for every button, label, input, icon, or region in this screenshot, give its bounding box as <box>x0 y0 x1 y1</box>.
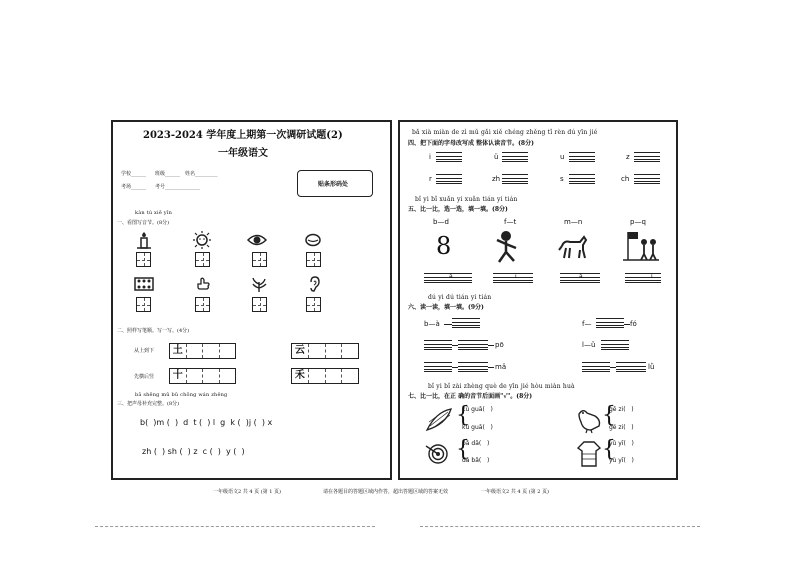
field-exam-room: 考场______ <box>121 184 147 190</box>
abacus-icon <box>134 277 154 291</box>
q4-item-8: ch <box>621 175 630 183</box>
q4-item-4: z <box>626 153 630 161</box>
q4-blank-3[interactable] <box>569 152 595 162</box>
q4-item-2: ü <box>494 153 499 161</box>
q7-pinyin: bǐ yi bǐ zài zhèng què de yīn jié hòu miàn huà <box>428 383 575 390</box>
q6-blank-5[interactable] <box>601 340 629 350</box>
q7-brace-4: { <box>602 437 616 462</box>
q6-blank-7[interactable] <box>458 362 488 372</box>
q5-pair-4: p—q <box>630 218 646 226</box>
q7-option-5[interactable]: bǎ dā( ) <box>462 440 490 447</box>
bottom-divider-left <box>95 526 375 527</box>
q5-pair-1: b—d <box>433 218 449 226</box>
q7-brace-3: { <box>456 437 470 462</box>
q6-item-fo: fó <box>630 320 637 328</box>
q2-row2-grid[interactable] <box>169 368 236 384</box>
q1-write-box-4[interactable] <box>306 252 321 267</box>
thumb-hand-icon <box>195 276 211 292</box>
q6-blank-8[interactable] <box>582 362 610 372</box>
q7-option-1[interactable]: kǔ guā( ) <box>462 406 493 413</box>
q4-blank-8[interactable] <box>634 174 660 184</box>
q7-brace-1: { <box>456 403 470 428</box>
q6-item-lu: l—ǔ <box>582 341 596 349</box>
field-class: 班级______ <box>155 171 181 177</box>
q2-row1-char2: 云 <box>292 344 309 358</box>
q2-row2-char2: 禾 <box>292 369 309 383</box>
answer-area-note: 请在各题目的答题区域内作答，超出答题区域的答案无效 <box>323 489 449 495</box>
q3-pinyin: bǎ shēng mǔ bǔ chōng wán zhěng <box>135 392 228 398</box>
q5-blank-1[interactable] <box>424 273 472 283</box>
exam-title: 2023-2024 学年度上期第一次调研试题(2) <box>143 130 343 141</box>
bottom-divider-right <box>420 526 700 527</box>
ear-icon <box>308 276 320 292</box>
q5-blank-1-vowel: à <box>449 273 453 280</box>
q6-blank-2[interactable] <box>596 318 624 328</box>
q5-pinyin: bǐ yi bǐ xuǎn yi xuǎn tián yi tián <box>415 196 518 203</box>
q6-arrow-4 <box>488 345 494 346</box>
horse-icon <box>558 234 588 260</box>
running-child-icon <box>492 230 520 264</box>
q4-blank-6[interactable] <box>502 174 528 184</box>
q6-item-ba: b—à <box>424 320 440 328</box>
q1-pinyin: kàn tú xiě yīn <box>135 210 173 216</box>
q7-option-3[interactable]: gē zi( ) <box>609 406 634 413</box>
q5-pair-2: f—t <box>504 218 517 226</box>
q2-row2-char: 十 <box>170 369 187 383</box>
q7-option-7[interactable]: yǔ yī( ) <box>609 440 634 447</box>
q7-option-2[interactable]: kū guā( ) <box>462 424 493 431</box>
candle-icon <box>135 231 153 249</box>
q5-blank-3-vowel: ǎ <box>579 273 583 280</box>
pigeon-icon <box>575 406 603 434</box>
plant-icon <box>251 276 267 292</box>
q4-item-3: u <box>560 153 565 161</box>
q5-title: 五、比一比，选一选，填一填。(8分) <box>408 206 508 213</box>
q6-blank-3[interactable] <box>424 340 452 350</box>
field-school: 学校______ <box>121 171 147 177</box>
q6-item-lv: lǜ <box>648 363 655 371</box>
eye-icon <box>247 233 267 247</box>
flag-children-icon <box>622 228 660 262</box>
q2-row1-label: 从上到下 <box>134 348 155 354</box>
q7-option-4[interactable]: gé zi( ) <box>609 424 634 431</box>
q2-row2-grid2[interactable] <box>291 368 359 384</box>
target-icon <box>425 443 451 465</box>
q4-item-1: i <box>429 153 431 161</box>
field-name: 姓名_________ <box>185 171 218 177</box>
q1-write-box-1[interactable] <box>136 252 151 267</box>
q6-item-po: pō <box>495 341 504 349</box>
q5-blank-2[interactable] <box>493 273 533 283</box>
q2-row1-char: 土 <box>170 344 187 358</box>
q4-item-7: s <box>560 175 564 183</box>
bitter-melon-icon <box>424 406 454 434</box>
right-page-footer: 一年级语文2 共 4 页 (第 2 页) <box>481 489 549 495</box>
q5-blank-4-vowel: í <box>651 273 653 280</box>
q2-title: 二、照样写笔顺。写一写。(4分) <box>117 328 190 334</box>
q6-pinyin: dú yi dú tián yi tián <box>428 294 492 301</box>
barcode-label: 贴条形码处 <box>318 181 349 188</box>
q2-row2-label: 先横后竖 <box>134 374 155 380</box>
mouth-icon <box>305 233 321 247</box>
q6-title: 六、读一读，填一填。(9分) <box>408 304 484 311</box>
q7-option-6[interactable]: dǎ bǎ( ) <box>462 457 490 464</box>
q5-blank-4[interactable] <box>625 273 661 283</box>
q4-item-5: r <box>429 175 432 183</box>
q6-arrow-1 <box>444 324 452 325</box>
q4-blank-5[interactable] <box>436 174 462 184</box>
q6-arrow-6 <box>488 367 494 368</box>
q5-blank-2-vowel: ī <box>515 273 517 280</box>
q1-write-box-2[interactable] <box>195 252 210 267</box>
q1-write-box-5[interactable] <box>136 297 151 312</box>
q4-blank-4[interactable] <box>634 152 660 162</box>
q2-row1-grid2[interactable] <box>291 343 359 359</box>
q7-title: 七、比一比，在正 确的音节后面画"√"。(8分) <box>408 393 533 400</box>
q3-line2: zh ( ) sh ( ) z c ( ) y ( ) <box>142 447 245 456</box>
exam-subtitle: 一年级语文 <box>218 148 268 159</box>
field-exam-no: 考号______________ <box>155 184 201 190</box>
sun-icon <box>192 231 212 249</box>
q4-title: 四、把下面的字母改写成 整体认读音节。(8分) <box>408 140 534 147</box>
q4-blank-7[interactable] <box>569 174 595 184</box>
q1-write-box-6[interactable] <box>195 297 210 312</box>
raincoat-icon <box>576 440 602 468</box>
q7-option-8[interactable]: yù yī( ) <box>609 457 634 464</box>
q4-blank-1[interactable] <box>436 152 462 162</box>
q1-write-box-3[interactable] <box>252 252 267 267</box>
q6-blank-1[interactable] <box>452 318 480 328</box>
q6-blank-9[interactable] <box>616 362 646 372</box>
q4-item-6: zh <box>492 175 501 183</box>
q6-blank-4[interactable] <box>458 340 488 350</box>
q4-blank-2[interactable] <box>502 152 528 162</box>
q5-digit: 8 <box>436 232 452 260</box>
q3-line1: b( )m ( ) d t ( ) l g k ( )j ( ) x <box>140 418 273 427</box>
q4-pinyin: bǎ xià miàn de zì mǔ gǎi xiě chéng zhěng tǐ rèn dú yīn jié <box>412 129 598 136</box>
q3-title: 三、把声母补充完整。(8分) <box>117 401 180 407</box>
q2-row1-grid[interactable] <box>169 343 236 359</box>
q1-write-box-7[interactable] <box>252 297 267 312</box>
left-page-footer: 一年级语文2 共 4 页 (第 1 页) <box>213 489 281 495</box>
q6-item-f: f— <box>582 320 592 328</box>
q6-item-ma: mǎ <box>495 363 507 371</box>
q6-blank-6[interactable] <box>424 362 452 372</box>
q7-brace-2: { <box>602 403 616 428</box>
q5-pair-3: m—n <box>564 218 583 226</box>
q1-write-box-8[interactable] <box>306 297 321 312</box>
q1-title: 一、看图写音节。(8分) <box>117 220 170 226</box>
